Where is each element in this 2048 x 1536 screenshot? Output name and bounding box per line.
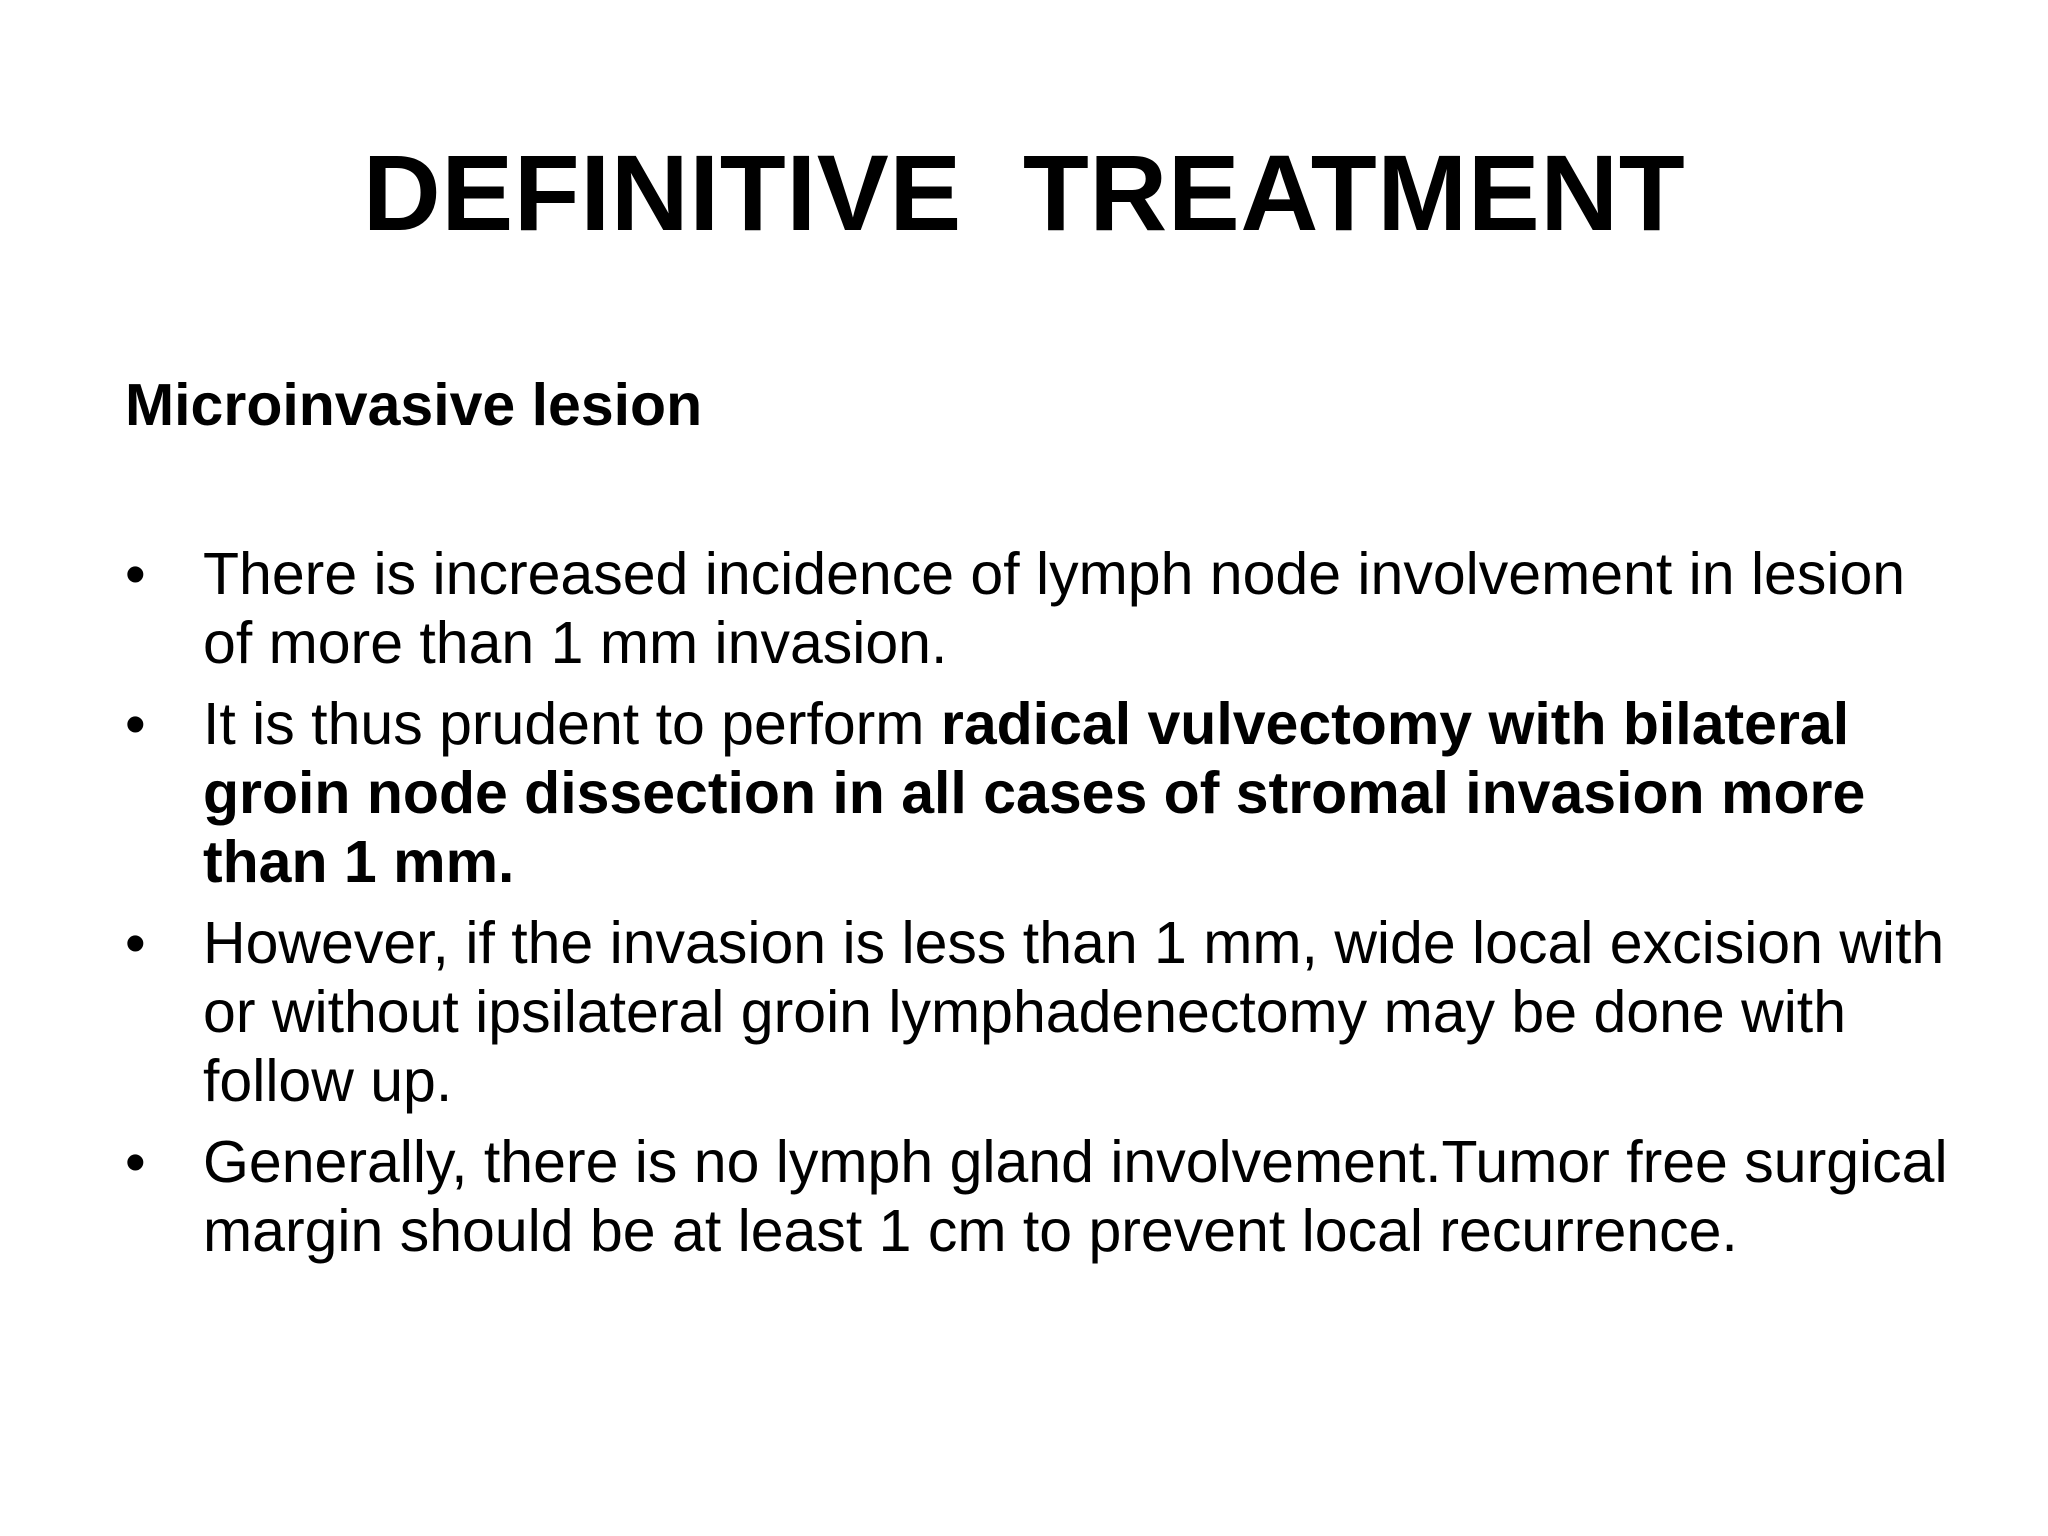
- slide-title: DEFINITIVE TREATMENT: [362, 132, 1686, 253]
- section-heading: Microinvasive lesion: [125, 372, 703, 438]
- bullet-text: There is increased incidence of lymph node involvement in lesion of more than 1 mm invasion.: [203, 541, 1906, 676]
- bullet-dot-icon: •: [125, 691, 146, 757]
- bullet-dot-icon: •: [125, 910, 146, 976]
- bullet-dot-icon: •: [125, 1129, 146, 1195]
- bullet-item: [125, 540, 1955, 678]
- bullet-item: [125, 909, 1955, 1116]
- bullet-text: Generally, there is no lymph gland involvement.Tumor free surgical margin should be at least 1 cm to prevent local recurrence.: [203, 1129, 1948, 1264]
- bullet-list: [125, 540, 1955, 1278]
- bullet-item: [125, 690, 1955, 897]
- bullet-text: However, if the invasion is less than 1 mm, wide local excision with or without ipsilateral groin lymphadenectomy may be done with follow up.: [203, 910, 1945, 1114]
- bullet-text: It is thus prudent to perform: [203, 691, 941, 757]
- bullet-item: [125, 1128, 1955, 1266]
- bullet-text-bold: radical vulvectomy with bilateral groin node dissection in all cases of stromal invasion more than 1 mm.: [203, 691, 1866, 895]
- bullet-dot-icon: •: [125, 541, 146, 607]
